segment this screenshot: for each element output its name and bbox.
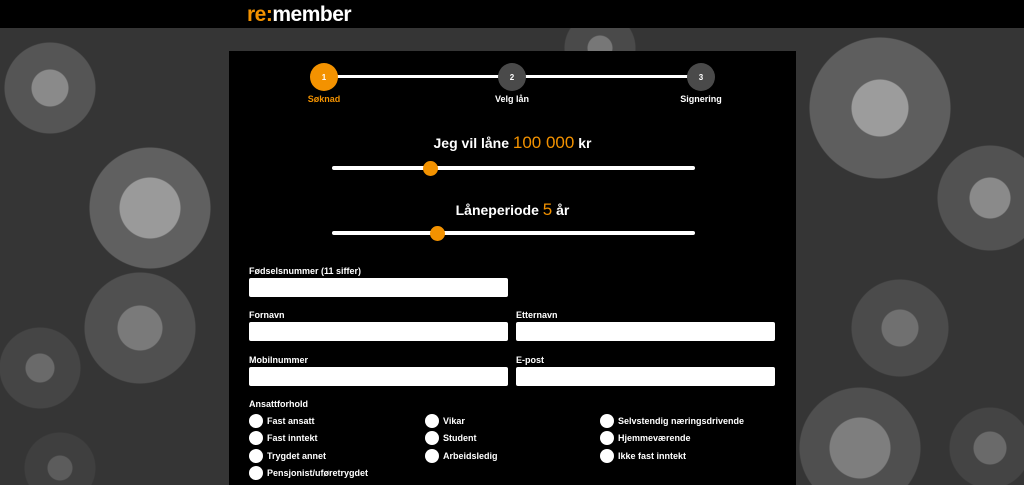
loan-amount-slider-thumb[interactable] (423, 161, 438, 176)
email-input[interactable] (516, 367, 775, 386)
employment-option-trygdet-annet[interactable] (249, 449, 326, 463)
mobile-input[interactable] (249, 367, 508, 386)
radio-button[interactable] (249, 414, 263, 428)
mobile-label: Mobilnummer (249, 355, 309, 365)
employment-option-ikke-fast-inntekt[interactable] (600, 449, 686, 463)
employment-option-hjemmevaerende[interactable] (600, 431, 691, 445)
employment-option-vikar[interactable] (425, 414, 465, 428)
employment-option-label: Hjemmeværende (618, 433, 691, 443)
radio-button[interactable] (600, 449, 614, 463)
logo[interactable] (247, 3, 351, 27)
top-bar (0, 0, 1024, 28)
employment-label: Ansattforhold (249, 399, 308, 409)
lastname-label: Etternavn (516, 310, 558, 320)
logo-member: member (272, 3, 352, 26)
employment-option-selvstendig[interactable] (600, 414, 744, 428)
radio-button[interactable] (249, 466, 263, 480)
employment-option-arbeidsledig[interactable] (425, 449, 498, 463)
firstname-input[interactable] (249, 322, 508, 341)
employment-option-pensjonist[interactable] (249, 466, 368, 480)
radio-button[interactable] (425, 449, 439, 463)
ssn-input[interactable] (249, 278, 508, 297)
radio-button[interactable] (249, 449, 263, 463)
logo-re: re: (247, 3, 273, 26)
radio-button[interactable] (600, 431, 614, 445)
employment-option-label: Selvstendig næringsdrivende (618, 416, 745, 426)
step-1-label: Søknad (307, 94, 341, 104)
firstname-label: Fornavn (249, 310, 285, 320)
employment-option-label: Trygdet annet (267, 451, 327, 461)
employment-option-student[interactable] (425, 431, 477, 445)
radio-button[interactable] (425, 431, 439, 445)
loan-amount-title (229, 133, 796, 153)
step-1-number: 1 (321, 72, 327, 82)
step-3-label: Signering (680, 94, 722, 104)
loan-period-suffix: år (556, 202, 570, 218)
employment-option-label: Fast ansatt (267, 416, 315, 426)
step-1[interactable] (310, 63, 338, 91)
loan-amount-value: 100 000 (512, 133, 575, 152)
employment-option-label: Vikar (443, 416, 465, 426)
loan-amount-slider-track[interactable] (332, 166, 695, 170)
employment-option-label: Student (443, 433, 477, 443)
employment-option-label: Fast inntekt (267, 433, 318, 443)
ssn-label: Fødselsnummer (11 siffer) (249, 266, 362, 276)
email-label: E-post (516, 355, 544, 365)
step-2-number: 2 (509, 72, 515, 82)
step-2-label: Velg lån (494, 94, 529, 104)
loan-period-prefix: Låneperiode (455, 202, 539, 218)
loan-period-title (229, 200, 796, 220)
employment-option-fast-inntekt[interactable] (249, 431, 318, 445)
lastname-input[interactable] (516, 322, 775, 341)
radio-button[interactable] (249, 431, 263, 445)
step-3[interactable] (687, 63, 715, 91)
employment-option-fast-ansatt[interactable] (249, 414, 315, 428)
employment-option-label: Arbeidsledig (443, 451, 498, 461)
application-panel (229, 51, 796, 485)
loan-period-slider-thumb[interactable] (430, 226, 445, 241)
radio-button[interactable] (425, 414, 439, 428)
loan-period-value: 5 (542, 200, 553, 219)
radio-button[interactable] (600, 414, 614, 428)
loan-amount-prefix: Jeg vil låne (433, 135, 509, 151)
step-2[interactable] (498, 63, 526, 91)
loan-amount-suffix: kr (578, 135, 592, 151)
step-3-number: 3 (698, 72, 704, 82)
loan-period-slider-track[interactable] (332, 231, 695, 235)
employment-option-label: Ikke fast inntekt (618, 451, 687, 461)
employment-option-label: Pensjonist/uføretrygdet (267, 468, 369, 478)
